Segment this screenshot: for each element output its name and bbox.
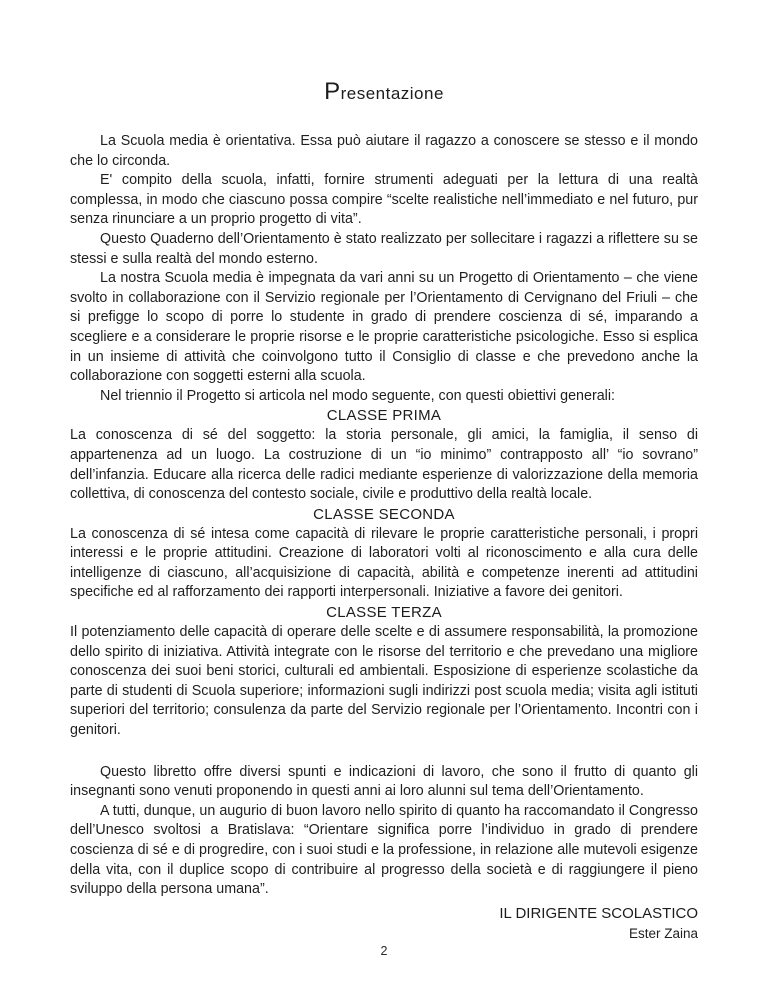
intro-paragraph-1: La Scuola media è orientativa. Essa può aiutare il ragazzo a conoscere se stesso e il mondo che lo circonda. — [70, 133, 698, 169]
section-heading-classe-prima: CLASSE PRIMA — [326, 407, 442, 425]
section-body-classe-seconda: La conoscenza di sé intesa come capacità di rilevare le proprie caratteristiche personali, i propri interessi e le proprie attitudini. Creazione di laboratori volti al riconoscimento e alla cura delle intelligenze di ciascuno, all’acquisizione di capacità, abilità e competenze inerenti ad attitudini specifiche ed al rafforzamento dei rapporti interpersonali. Iniziative a favore dei genitori. — [70, 525, 698, 601]
intro-paragraph-5: Nel triennio il Progetto si articola nel modo seguente, con questi obiettivi generali: — [100, 387, 615, 404]
section-body-classe-prima: La conoscenza di sé del soggetto: la storia personale, gli amici, la famiglia, il senso di appartenenza ad un luogo. La costruzione di un “io minimo” contrapposto all’ “io sovrano” dell’infanzia. Educare alla ricerca delle radici mediante esperienze di valorizzazione della memoria collettiva, di conoscenza del contesto sociale, civile e produttivo della realtà locale. — [70, 427, 698, 503]
page-title: Presentazione — [324, 78, 444, 105]
section-heading-classe-terza: CLASSE TERZA — [326, 604, 442, 622]
page-number: 2 — [380, 944, 388, 958]
intro-paragraph-3: Questo Quaderno dell’Orientamento è stato realizzato per sollecitare i ragazzi a riflettere su se stessi e sulla realtà del mondo esterno. — [70, 230, 698, 267]
signature-name: Ester Zaina — [628, 925, 698, 941]
section-heading-classe-seconda: CLASSE SECONDA — [313, 505, 455, 523]
section-body-classe-terza: Il potenziamento delle capacità di operare delle scelte e di assumere responsabilità, la promozione dello spirito di iniziativa. Attività integrate con le risorse del territorio e che prevedano una migliore conoscenza dei suoi beni storici, culturali ed ambientali. Esposizione di esperienze scolastiche da parte di studenti di Scuola superiore; informazioni sugli indirizzi post scuola media; visita agli istituti superiori del territorio; consulenza da parte del Servizio regionale per l’Orientamento. Incontri con i genitori. — [70, 624, 698, 739]
signature-block — [70, 904, 698, 943]
signature-role: IL DIRIGENTE SCOLASTICO — [499, 904, 698, 922]
closing-paragraph-2: A tutti, dunque, un augurio di buon lavoro nello spirito di quanto ha raccomandato il Congresso dell’Unesco svoltosi a Bratislava: “Orientare significa porre l’individuo in grado di prendere coscienza di sé e di progredire, con i suoi studi e la professione, in relazione alle mutevoli esigenze della vita, con il duplice scopo di contribuire al progresso della società e di raggiungere il pieno sviluppo della persona umana”. — [70, 802, 698, 898]
intro-paragraph-4: La nostra Scuola media è impegnata da vari anni su un Progetto di Orientamento – che viene svolto in collaborazione con il Servizio regionale per l’Orientamento di Cervignano del Friuli – che si prefigge lo scopo di porre lo studente in grado di prendere coscienza di sé, imparando a scegliere e a considerare le proprie risorse e le proprie caratteristiche psicologiche. Esso si esplica in un insieme di attività che coinvolgono tutto il Consiglio di classe e che prevedono anche la collaborazione con soggetti esterni alla scuola. — [70, 270, 698, 385]
intro-paragraph-2: E' compito della scuola, infatti, fornire strumenti adeguati per la lettura di una realtà complessa, in modo che ciascuno possa compire “scelte realistiche nell’immediato e nel futuro, pur senza rinunciare a un proprio progetto di vita”. — [70, 172, 698, 228]
closing-paragraph-1: Questo libretto offre diversi spunti e indicazioni di lavoro, che sono il frutto di quanto gli insegnanti sono venuti proponendo in questi anni ai loro alunni sul tema dell’Orientamento. — [70, 763, 698, 800]
